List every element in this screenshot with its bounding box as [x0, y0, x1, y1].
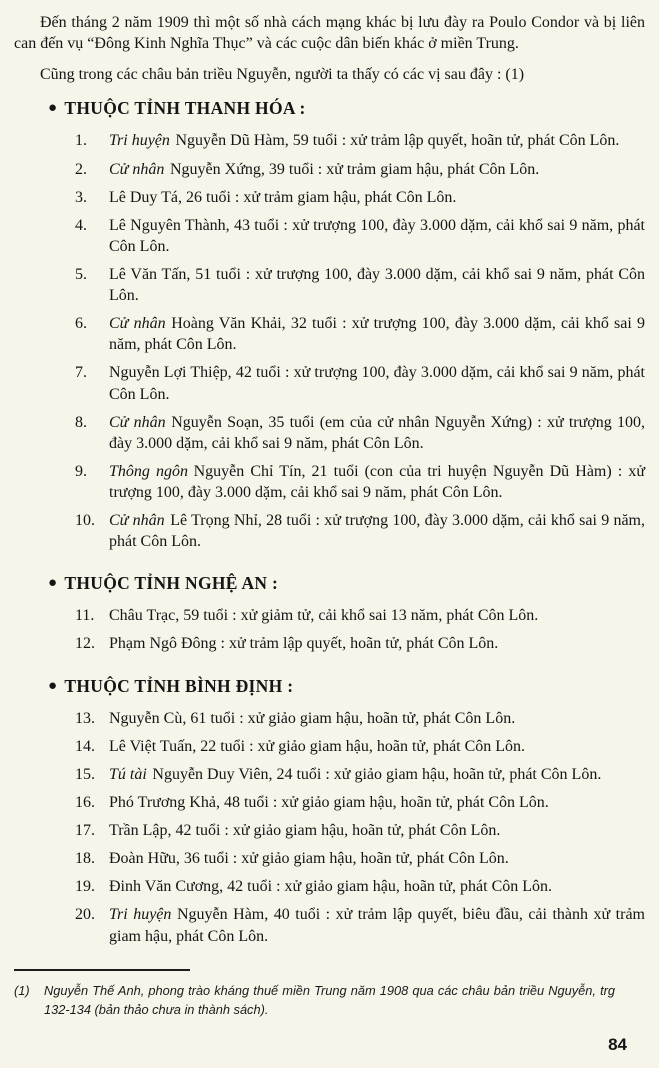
list-item [75, 412, 645, 454]
item-text [109, 461, 645, 503]
item-text [109, 876, 645, 897]
item-body: Nguyễn Xứng, 39 tuổi : xử trảm giam hậu, phát Côn Lôn. [170, 160, 540, 178]
item-text [109, 848, 645, 869]
list-item [75, 264, 645, 306]
item-text [109, 820, 645, 841]
item-body: Nguyễn Soạn, 35 tuổi (em của cử nhân Nguyễn Xứng) : xử trượng 100, đày 3.000 dặm, cải khổ sai 9 năm, phát Côn Lôn. [109, 413, 646, 452]
list-item [75, 633, 645, 654]
item-title: Cử nhân [109, 315, 166, 333]
item-number: 5. [75, 265, 87, 283]
list-item [75, 187, 645, 208]
item-number: 6. [75, 315, 87, 333]
item-number: 1. [75, 132, 87, 150]
item-text [109, 633, 645, 654]
footnote-marker: (1) [14, 983, 30, 999]
footnote-separator [14, 969, 190, 971]
item-title: Cử nhân [109, 512, 165, 530]
list-item [75, 792, 645, 813]
item-body: Nguyễn Lợi Thiệp, 42 tuổi : xử trượng 100, đày 3.000 dặm, cải khổ sai 9 năm, phát Côn Lôn. [109, 364, 645, 403]
section-heading [48, 97, 645, 120]
item-title: Tú tài [109, 765, 147, 783]
list-item [75, 764, 645, 785]
section-heading [48, 572, 645, 595]
item-text [109, 904, 645, 946]
item-text [109, 510, 645, 552]
section-heading-label: THUỘC TỈNH BÌNH ĐỊNH : [64, 675, 294, 696]
item-number: 8. [75, 413, 87, 431]
section-heading [48, 675, 645, 698]
item-body: Hoàng Văn Khải, 32 tuổi : xử trượng 100, đày 3.000 dặm, cải khổ sai 9 năm, phát Côn Lôn. [109, 315, 646, 354]
list-item [75, 904, 645, 946]
section-heading-label: THUỘC TỈNH NGHỆ AN : [64, 573, 279, 594]
item-number: 20. [75, 906, 95, 924]
item-body: Lê Văn Tấn, 51 tuổi : xử trượng 100, đày 3.000 dặm, cải khổ sai 9 năm, phát Côn Lôn. [109, 265, 645, 305]
item-title: Tri huyện [109, 906, 172, 924]
item-title: Tri huyện [109, 132, 170, 150]
list-item [75, 159, 645, 180]
page-number: 84 [608, 1034, 627, 1054]
lead-in-paragraph: Cũng trong các châu bản triều Nguyễn, người ta thấy có các vị sau đây : (1) [40, 66, 525, 84]
list-item [75, 362, 645, 404]
item-number: 16. [75, 794, 95, 812]
item-body: Phó Trương Khả, 48 tuổi : xử giảo giam hậu, hoãn tử, phát Côn Lôn. [109, 794, 549, 812]
item-body: Lê Duy Tá, 26 tuổi : xử trảm giam hậu, phát Côn Lôn. [109, 188, 457, 206]
bullet-icon: ● [48, 575, 58, 592]
list-item [75, 736, 645, 757]
province-section [14, 572, 645, 654]
list-item [75, 820, 645, 841]
item-body: Đinh Văn Cương, 42 tuổi : xử giảo giam hậu, hoãn tử, phát Côn Lôn. [109, 878, 553, 896]
item-number: 9. [75, 462, 87, 480]
page-footer [14, 969, 645, 1058]
list-item [75, 130, 645, 151]
item-list [14, 130, 645, 552]
list-item [75, 876, 645, 897]
item-body: Phạm Ngô Đông : xử trảm lập quyết, hoãn tử, phát Côn Lôn. [109, 635, 499, 653]
item-text [109, 605, 645, 626]
province-sections [14, 89, 645, 953]
item-body: Nguyễn Dũ Hàm, 59 tuổi : xử trảm lập quyết, hoãn tử, phát Côn Lôn. [175, 132, 620, 150]
item-body: Châu Trạc, 59 tuổi : xử giảm tử, cải khổ sai 13 năm, phát Côn Lôn. [109, 607, 539, 625]
list-item [75, 313, 645, 355]
item-text [109, 215, 645, 257]
item-number: 19. [75, 878, 95, 896]
item-list [14, 605, 645, 654]
item-text [109, 412, 645, 454]
item-number: 11. [75, 607, 95, 625]
item-body: Nguyễn Chỉ Tín, 21 tuổi (con của tri huyện Nguyễn Dũ Hàm) : xử trượng 100, đày 3.000 dặm, cải khổ sai 9 năm, phát Côn Lôn. [109, 462, 645, 501]
list-item [75, 461, 645, 503]
bullet-icon: ● [48, 100, 58, 117]
item-number: 7. [75, 364, 87, 382]
list-item [75, 708, 645, 729]
item-title: Cử nhân [109, 160, 165, 178]
list-item [75, 510, 645, 552]
province-section [14, 97, 645, 552]
item-body: Lê Việt Tuấn, 22 tuổi : xử giảo giam hậu, hoãn tử, phát Côn Lôn. [109, 737, 526, 755]
item-text [109, 313, 645, 355]
item-body: Nguyễn Duy Viên, 24 tuổi : xử giảo giam hậu, hoãn tử, phát Côn Lôn. [152, 765, 602, 783]
item-list [14, 708, 645, 947]
item-body: Trần Lập, 42 tuổi : xử giảo giam hậu, hoãn tử, phát Côn Lôn. [109, 822, 501, 840]
item-number: 4. [75, 216, 87, 234]
section-heading-label: THUỘC TỈNH THANH HÓA : [64, 98, 306, 119]
item-number: 14. [75, 737, 95, 755]
item-text [109, 792, 645, 813]
item-text [109, 708, 645, 729]
item-text [109, 764, 645, 785]
item-title: Cử nhân [109, 413, 166, 431]
item-text [109, 159, 645, 180]
item-number: 10. [75, 512, 95, 530]
item-body: Lê Nguyên Thành, 43 tuổi : xử trượng 100, đày 3.000 dặm, cải khổ sai 9 năm, phát Côn Lôn. [109, 216, 645, 255]
list-item [75, 848, 645, 869]
footnote [14, 981, 645, 1019]
item-body: Đoàn Hữu, 36 tuổi : xử giảo giam hậu, hoãn tử, phát Côn Lôn. [109, 850, 509, 868]
item-number: 18. [75, 850, 95, 868]
item-number: 17. [75, 822, 95, 840]
item-number: 12. [75, 635, 95, 653]
province-section [14, 675, 645, 947]
footnote-text: Nguyễn Thế Anh, phong trào kháng thuế miền Trung năm 1908 qua các châu bản triều Nguyễn, trg 132-134 (bản thảo chưa in thành sách). [44, 983, 615, 1018]
item-body: Nguyễn Cù, 61 tuổi : xử giảo giam hậu, hoãn tử, phát Côn Lôn. [109, 709, 516, 727]
item-body: Lê Trọng Nhỉ, 28 tuổi : xử trượng 100, đày 3.000 dặm, cải khổ sai 9 năm, phát Côn Lôn. [109, 512, 645, 551]
item-body: Nguyễn Hàm, 40 tuổi : xử trảm lập quyết, biêu đầu, cải thành xử trảm giam hậu, phát Côn Lôn. [109, 906, 645, 945]
item-number: 15. [75, 765, 95, 783]
list-item [75, 215, 645, 257]
item-text [109, 362, 645, 404]
item-number: 2. [75, 160, 87, 178]
item-text [109, 264, 645, 306]
item-number: 3. [75, 188, 87, 206]
item-text [109, 736, 645, 757]
list-item [75, 605, 645, 626]
intro-paragraph: Đến tháng 2 năm 1909 thì một số nhà cách mạng khác bị lưu đày ra Poulo Condor và bị liên can đến vụ “Đông Kinh Nghĩa Thục” và các cuộc dân biến khác ở miền Trung. [14, 14, 645, 53]
item-number: 13. [75, 709, 95, 727]
item-text [109, 187, 645, 208]
bullet-icon: ● [48, 677, 58, 694]
item-text [109, 130, 645, 151]
item-title: Thông ngôn [109, 462, 188, 480]
